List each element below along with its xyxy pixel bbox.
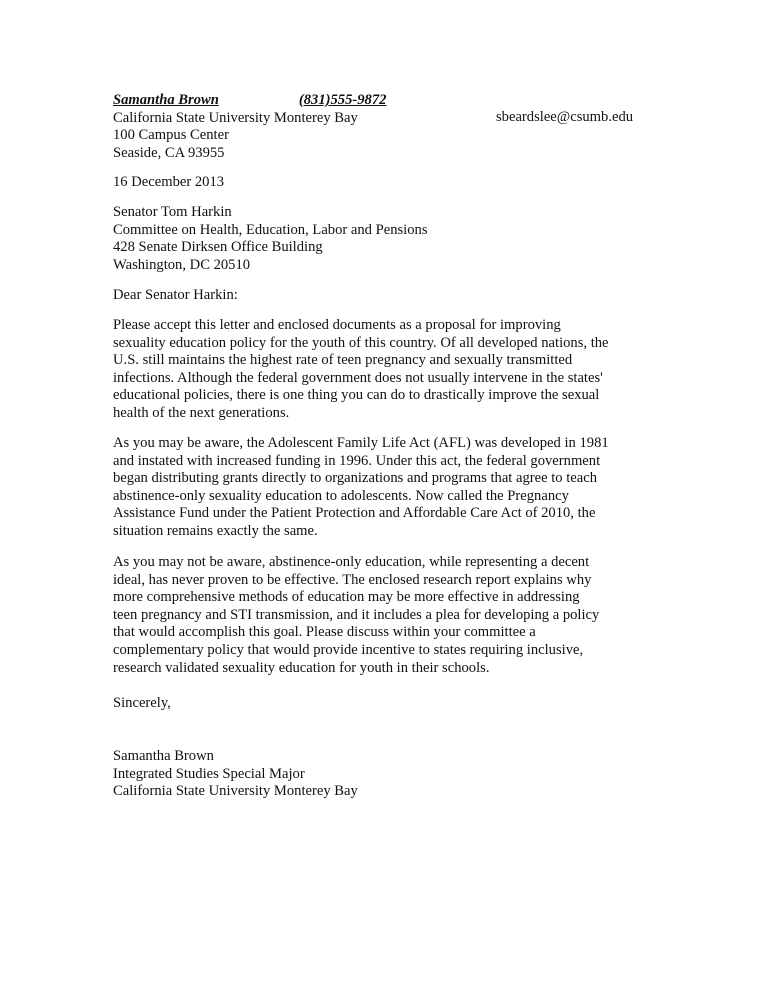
paragraph-2 [113, 435, 609, 541]
text-line: and instated with increased funding in 1996. Under this act, the federal government [113, 452, 601, 469]
text-line: situation remains exactly the same. [113, 522, 318, 539]
text-line: teen pregnancy and STI transmission, and it includes a plea for developing a policy [113, 606, 600, 623]
sender-address-2: Seaside, CA 93955 [113, 144, 225, 161]
closing: Sincerely, [113, 695, 171, 711]
text-line: sexuality education policy for the youth of this country. Of all developed nations, the [113, 334, 609, 351]
recipient-line: Committee on Health, Education, Labor and Pensions [113, 221, 428, 238]
recipient-line: 428 Senate Dirksen Office Building [113, 239, 323, 256]
salutation: Dear Senator Harkin: [113, 287, 238, 303]
signature-line: California State University Monterey Bay [113, 783, 358, 800]
paragraph-1 [113, 317, 609, 423]
text-line: that would accomplish this goal. Please discuss within your committee a [113, 624, 536, 641]
recipient-line: Washington, DC 20510 [113, 256, 251, 273]
paragraph-3 [113, 554, 599, 677]
text-line: complementary policy that would provide incentive to states requiring inclusive, [113, 641, 584, 658]
sender-email: sbeardslee@csumb.edu [496, 109, 634, 125]
text-line: more comprehensive methods of education may be more effective in addressing [113, 589, 580, 606]
sender-header [113, 92, 386, 110]
recipient-line: Senator Tom Harkin [113, 204, 232, 220]
text-line: began distributing grants directly to organizations and programs that agree to teach [113, 470, 598, 487]
sender-phone: (831)555-9872 [298, 92, 387, 108]
text-line: Please accept this letter and enclosed documents as a proposal for improving [113, 317, 561, 333]
text-line: infections. Although the federal government does not usually intervene in the states' [113, 369, 603, 386]
signature-line: Integrated Studies Special Major [113, 765, 305, 782]
sender-institution: California State University Monterey Bay [113, 109, 358, 126]
text-line: As you may be aware, the Adolescent Family Life Act (AFL) was developed in 1981 [113, 435, 609, 451]
letter-date: 16 December 2013 [113, 174, 225, 190]
text-line: health of the next generations. [113, 404, 290, 421]
sender-address-1: 100 Campus Center [113, 127, 229, 144]
signature-block [113, 748, 358, 801]
text-line: U.S. still maintains the highest rate of teen pregnancy and sexually transmitted [113, 352, 573, 369]
sender-block [113, 92, 386, 162]
text-line: Assistance Fund under the Patient Protection and Affordable Care Act of 2010, the [113, 505, 596, 522]
text-line: As you may not be aware, abstinence-only education, while representing a decent [113, 554, 590, 570]
text-line: abstinence-only sexuality education to adolescents. Now called the Pregnancy [113, 487, 569, 504]
sender-name: Samantha Brown [113, 92, 219, 108]
recipient-block [113, 204, 428, 274]
signature-line: Samantha Brown [113, 748, 214, 764]
text-line: research validated sexuality education for youth in their schools. [113, 659, 490, 676]
text-line: ideal, has never proven to be effective. The enclosed research report explains why [113, 571, 592, 588]
text-line: educational policies, there is one thing you can do to drastically improve the sexual [113, 387, 600, 404]
